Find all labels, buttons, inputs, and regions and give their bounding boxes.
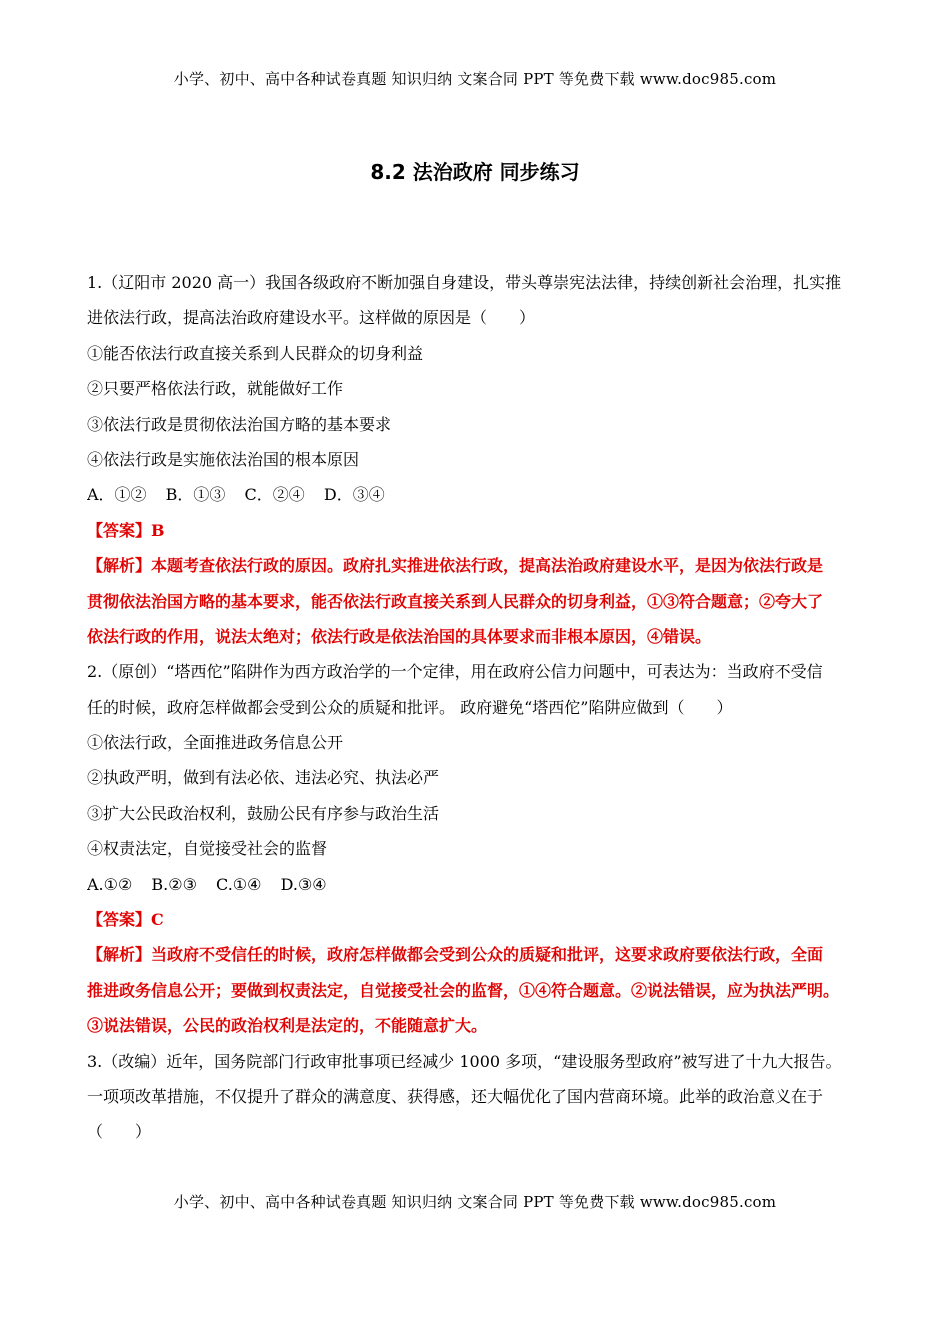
page-footer: 小学、初中、高中各种试卷真题 知识归纳 文案合同 PPT 等免费下载 www.doc985.com — [173, 1193, 777, 1211]
option-b: B．①③ — [165, 485, 226, 505]
question-stem-line: 1.（辽阳市 2020 高一）我国各级政府不断加强自身建设，带头尊崇宪法法律，持续创新社会治理，扎实推 — [87, 273, 842, 292]
question-stem-line: 进依法行政，提高法治政府建设水平。这样做的原因是（ ） — [87, 308, 536, 328]
page-title: 8.2 法治政府 同步练习 — [370, 160, 580, 184]
option-d: D．③④ — [323, 485, 385, 505]
option-b: B.②③ — [151, 874, 197, 894]
statement-item: ②只要严格依法行政，就能做好工作 — [87, 379, 344, 399]
statement-item: ①能否依法行政直接关系到人民群众的切身利益 — [87, 343, 424, 363]
option-a: A.①② — [87, 874, 133, 894]
question-2 — [87, 654, 877, 1043]
option-c: C．②④ — [244, 485, 305, 505]
document-body — [87, 265, 877, 1150]
analysis-line: ③说法错误，公民的政治权利是法定的，不能随意扩大。 — [87, 1016, 488, 1036]
statement-item: ③扩大公民政治权利，鼓励公民有序参与政治生活 — [87, 803, 440, 823]
question-stem-line: 3.（改编）近年，国务院部门行政审批事项已经减少 1000 多项，“建设服务型政府”被写进了十九大报告。 — [87, 1051, 842, 1071]
statement-item: ④权责法定，自觉接受社会的监督 — [87, 839, 328, 859]
page-header: 小学、初中、高中各种试卷真题 知识归纳 文案合同 PPT 等免费下载 www.doc985.com — [173, 70, 777, 88]
option-a: A．①② — [87, 485, 147, 505]
analysis-line: 推进政务信息公开；要做到权责法定，自觉接受社会的监督，①④符合题意。②说法错误，应为执法严明。 — [87, 980, 840, 1000]
answer-options — [87, 867, 877, 902]
statement-item: ①依法行政，全面推进政务信息公开 — [87, 733, 344, 753]
analysis-line: 【解析】当政府不受信任的时候，政府怎样做都会受到公众的质疑和批评，这要求政府要依法行政，全面 — [87, 945, 824, 965]
statement-item: ④依法行政是实施依法治国的根本原因 — [87, 449, 360, 469]
question-stem-line: 一项项改革措施，不仅提升了群众的满意度、获得感，还大幅优化了国内营商环境。此举的政治意义在于 — [87, 1086, 824, 1106]
analysis-line: 依法行政的作用，说法太绝对；依法行政是依法治国的具体要求而非根本原因，④错误。 — [87, 626, 712, 646]
answer-key: 【答案】B — [87, 520, 165, 540]
analysis-line: 【解析】本题考查依法行政的原因。政府扎实推进依法行政，提高法治政府建设水平，是因为依法行政是 — [87, 556, 824, 576]
option-d: D.③④ — [280, 874, 327, 894]
analysis-line: 贯彻依法治国方略的基本要求，能否依法行政直接关系到人民群众的切身利益，①③符合题意；②夸大了 — [87, 591, 824, 611]
question-stem-line: 2.（原创）“塔西佗”陷阱作为西方政治学的一个定律，用在政府公信力问题中，可表达为：当政府不受信 — [87, 662, 823, 682]
statement-item: ③依法行政是贯彻依法治国方略的基本要求 — [87, 414, 392, 434]
question-stem-line: 任的时候，政府怎样做都会受到公众的质疑和批评。 政府避免“塔西佗”陷阱应做到（ ） — [87, 697, 733, 717]
question-3 — [87, 1044, 877, 1150]
statement-item: ②执政严明，做到有法必依、违法必究、执法必严 — [87, 768, 440, 788]
answer-key: 【答案】C — [87, 910, 164, 930]
question-1 — [87, 265, 877, 654]
option-c: C.①④ — [216, 874, 262, 894]
question-stem-line: （ ） — [87, 1122, 152, 1142]
answer-options — [87, 477, 877, 512]
